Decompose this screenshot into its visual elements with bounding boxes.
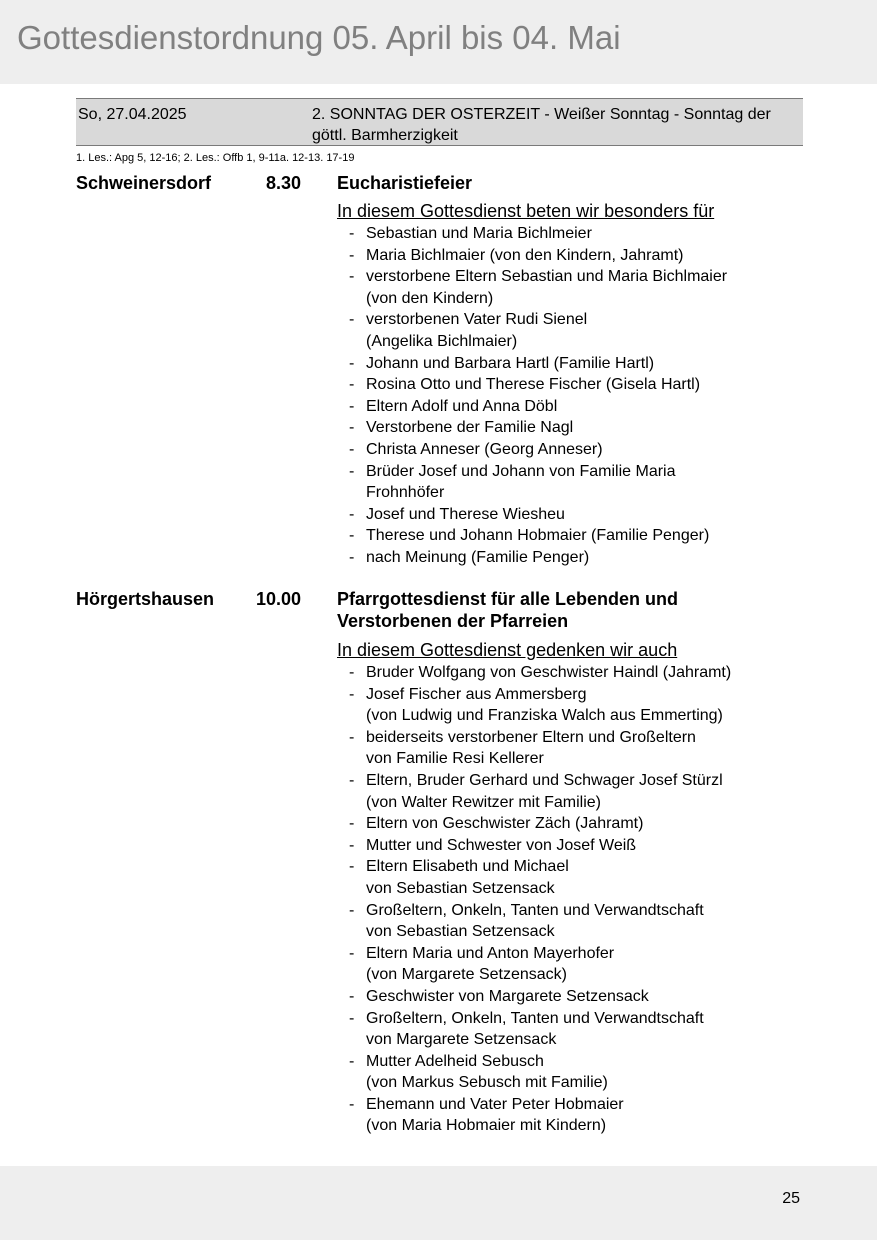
intention-text: Brüder Josef und Johann von Familie Maria Frohnhöfer xyxy=(366,462,676,502)
intention-item xyxy=(0,856,731,899)
intention-text: nach Meinung (Familie Penger) xyxy=(366,548,590,566)
list-dash: - xyxy=(349,815,355,833)
list-dash: - xyxy=(349,664,355,681)
intention-text: Geschwister von Margarete Setzensack xyxy=(366,987,649,1005)
intention-text: Josef Fischer aus Ammersberg (von Ludwig und Franziska Walch aus Emmerting) xyxy=(366,685,723,725)
intention-item xyxy=(0,1008,731,1051)
intention-item xyxy=(0,309,727,352)
list-dash: - xyxy=(349,858,355,876)
readings: 1. Les.: Apg 5, 12-16; 2. Les.: Offb 1, 9-11a. 12-13. 17-19 xyxy=(76,152,355,164)
list-dash: - xyxy=(349,397,355,415)
intention-list xyxy=(0,662,731,1137)
intention-text: Therese und Johann Hobmaier (Familie Penger) xyxy=(366,527,710,545)
intention-text: Großeltern, Onkeln, Tanten und Verwandtschaft von Margarete Setzensack xyxy=(366,1009,704,1049)
intention-item xyxy=(0,547,727,569)
day-name: 2. SONNTAG DER OSTERZEIT - Weißer Sonntag - Sonntag der göttl. Barmherzigkeit xyxy=(312,106,771,144)
list-dash: - xyxy=(349,771,355,789)
intention-text: Ehemann und Vater Peter Hobmaier (von Maria Hobmaier mit Kindern) xyxy=(366,1095,624,1135)
service-time: 10.00 xyxy=(255,589,301,609)
intention-item xyxy=(0,374,727,396)
intention-item xyxy=(0,900,731,943)
list-dash: - xyxy=(349,462,355,480)
service-place: Schweinersdorf xyxy=(76,173,212,193)
intention-text: Eltern Adolf und Anna Döbl xyxy=(366,397,558,415)
intention-item xyxy=(0,417,727,439)
intention-text: verstorbenen Vater Rudi Sienel (Angelika Bichlmaier) xyxy=(366,311,588,350)
intention-item xyxy=(0,727,731,770)
intention-text: Mutter und Schwester von Josef Weiß xyxy=(366,836,637,854)
service-place: Hörgertshausen xyxy=(76,589,215,609)
intention-item xyxy=(0,504,727,526)
header-band xyxy=(0,0,877,84)
list-dash: - xyxy=(349,311,355,329)
intention-item xyxy=(0,986,731,1008)
intention-text: beiderseits verstorbener Eltern und Großeltern von Familie Resi Kellerer xyxy=(366,728,696,768)
intention-item xyxy=(0,396,727,418)
intention-item xyxy=(0,353,727,375)
intention-item xyxy=(0,245,727,267)
intention-text: Rosina Otto und Therese Fischer (Gisela Hartl) xyxy=(366,376,701,394)
intention-text: Eltern, Bruder Gerhard und Schwager Josef Stürzl (von Walter Rewitzer mit Familie) xyxy=(366,771,723,811)
intention-text: Eltern Elisabeth und Michael von Sebastian Setzensack xyxy=(366,858,569,897)
intention-item xyxy=(0,813,731,835)
intention-text: Eltern Maria und Anton Mayerhofer (von Margarete Setzensack) xyxy=(366,944,615,984)
list-dash: - xyxy=(349,685,355,703)
intention-text: Christa Anneser (Georg Anneser) xyxy=(366,440,603,458)
intention-list xyxy=(0,223,727,569)
intention-item xyxy=(0,1051,731,1094)
list-dash: - xyxy=(349,440,355,458)
list-dash: - xyxy=(349,376,355,394)
day-date: So, 27.04.2025 xyxy=(78,106,187,123)
list-dash: - xyxy=(349,527,355,545)
list-dash: - xyxy=(349,419,355,437)
intention-text: Verstorbene der Familie Nagl xyxy=(366,419,574,437)
intention-text: Josef und Therese Wiesheu xyxy=(366,505,565,523)
intention-item xyxy=(0,835,731,857)
intention-item xyxy=(0,439,727,461)
day-header xyxy=(76,98,803,146)
list-dash: - xyxy=(349,548,355,566)
list-dash: - xyxy=(349,1052,355,1070)
intention-text: Mutter Adelheid Sebusch (von Markus Sebusch mit Familie) xyxy=(366,1052,608,1092)
list-dash: - xyxy=(349,987,355,1005)
list-dash: - xyxy=(349,1009,355,1027)
intention-item xyxy=(0,461,727,504)
intention-item xyxy=(0,770,731,813)
page-number: 25 xyxy=(782,1190,800,1207)
page-title: Gottesdienstordnung 05. April bis 04. Mai xyxy=(17,19,621,56)
list-dash: - xyxy=(349,1095,355,1113)
service-intro: In diesem Gottesdienst gedenken wir auch xyxy=(337,640,678,660)
service-intro: In diesem Gottesdienst beten wir besonders für xyxy=(337,201,715,221)
service-title: Eucharistiefeier xyxy=(337,173,473,193)
intention-text: verstorbene Eltern Sebastian und Maria Bichlmaier (von den Kindern) xyxy=(366,268,728,307)
intention-item xyxy=(0,943,731,986)
intention-item xyxy=(0,662,731,684)
list-dash: - xyxy=(349,268,355,286)
intention-item xyxy=(0,1094,731,1137)
list-dash: - xyxy=(349,728,355,746)
list-dash: - xyxy=(349,225,355,242)
intention-text: Großeltern, Onkeln, Tanten und Verwandtschaft von Sebastian Setzensack xyxy=(366,901,704,941)
list-dash: - xyxy=(349,354,355,372)
footer-band xyxy=(0,1166,877,1240)
intention-text: Eltern von Geschwister Zäch (Jahramt) xyxy=(366,815,644,833)
service-title: Pfarrgottesdienst für alle Lebenden und Verstorbenen der Pfarreien xyxy=(337,589,679,631)
intention-text: Johann und Barbara Hartl (Familie Hartl) xyxy=(366,354,655,372)
intention-item xyxy=(0,684,731,727)
intention-item xyxy=(0,525,727,547)
list-dash: - xyxy=(349,901,355,919)
list-dash: - xyxy=(349,246,355,264)
list-dash: - xyxy=(349,836,355,854)
intention-text: Sebastian und Maria Bichlmeier xyxy=(366,225,592,242)
list-dash: - xyxy=(349,505,355,523)
intention-text: Maria Bichlmaier (von den Kindern, Jahramt) xyxy=(366,246,684,264)
service-time: 8.30 xyxy=(265,173,301,193)
intention-item xyxy=(0,223,727,245)
list-dash: - xyxy=(349,944,355,962)
intention-item xyxy=(0,266,727,309)
intention-text: Bruder Wolfgang von Geschwister Haindl (Jahramt) xyxy=(366,664,732,681)
